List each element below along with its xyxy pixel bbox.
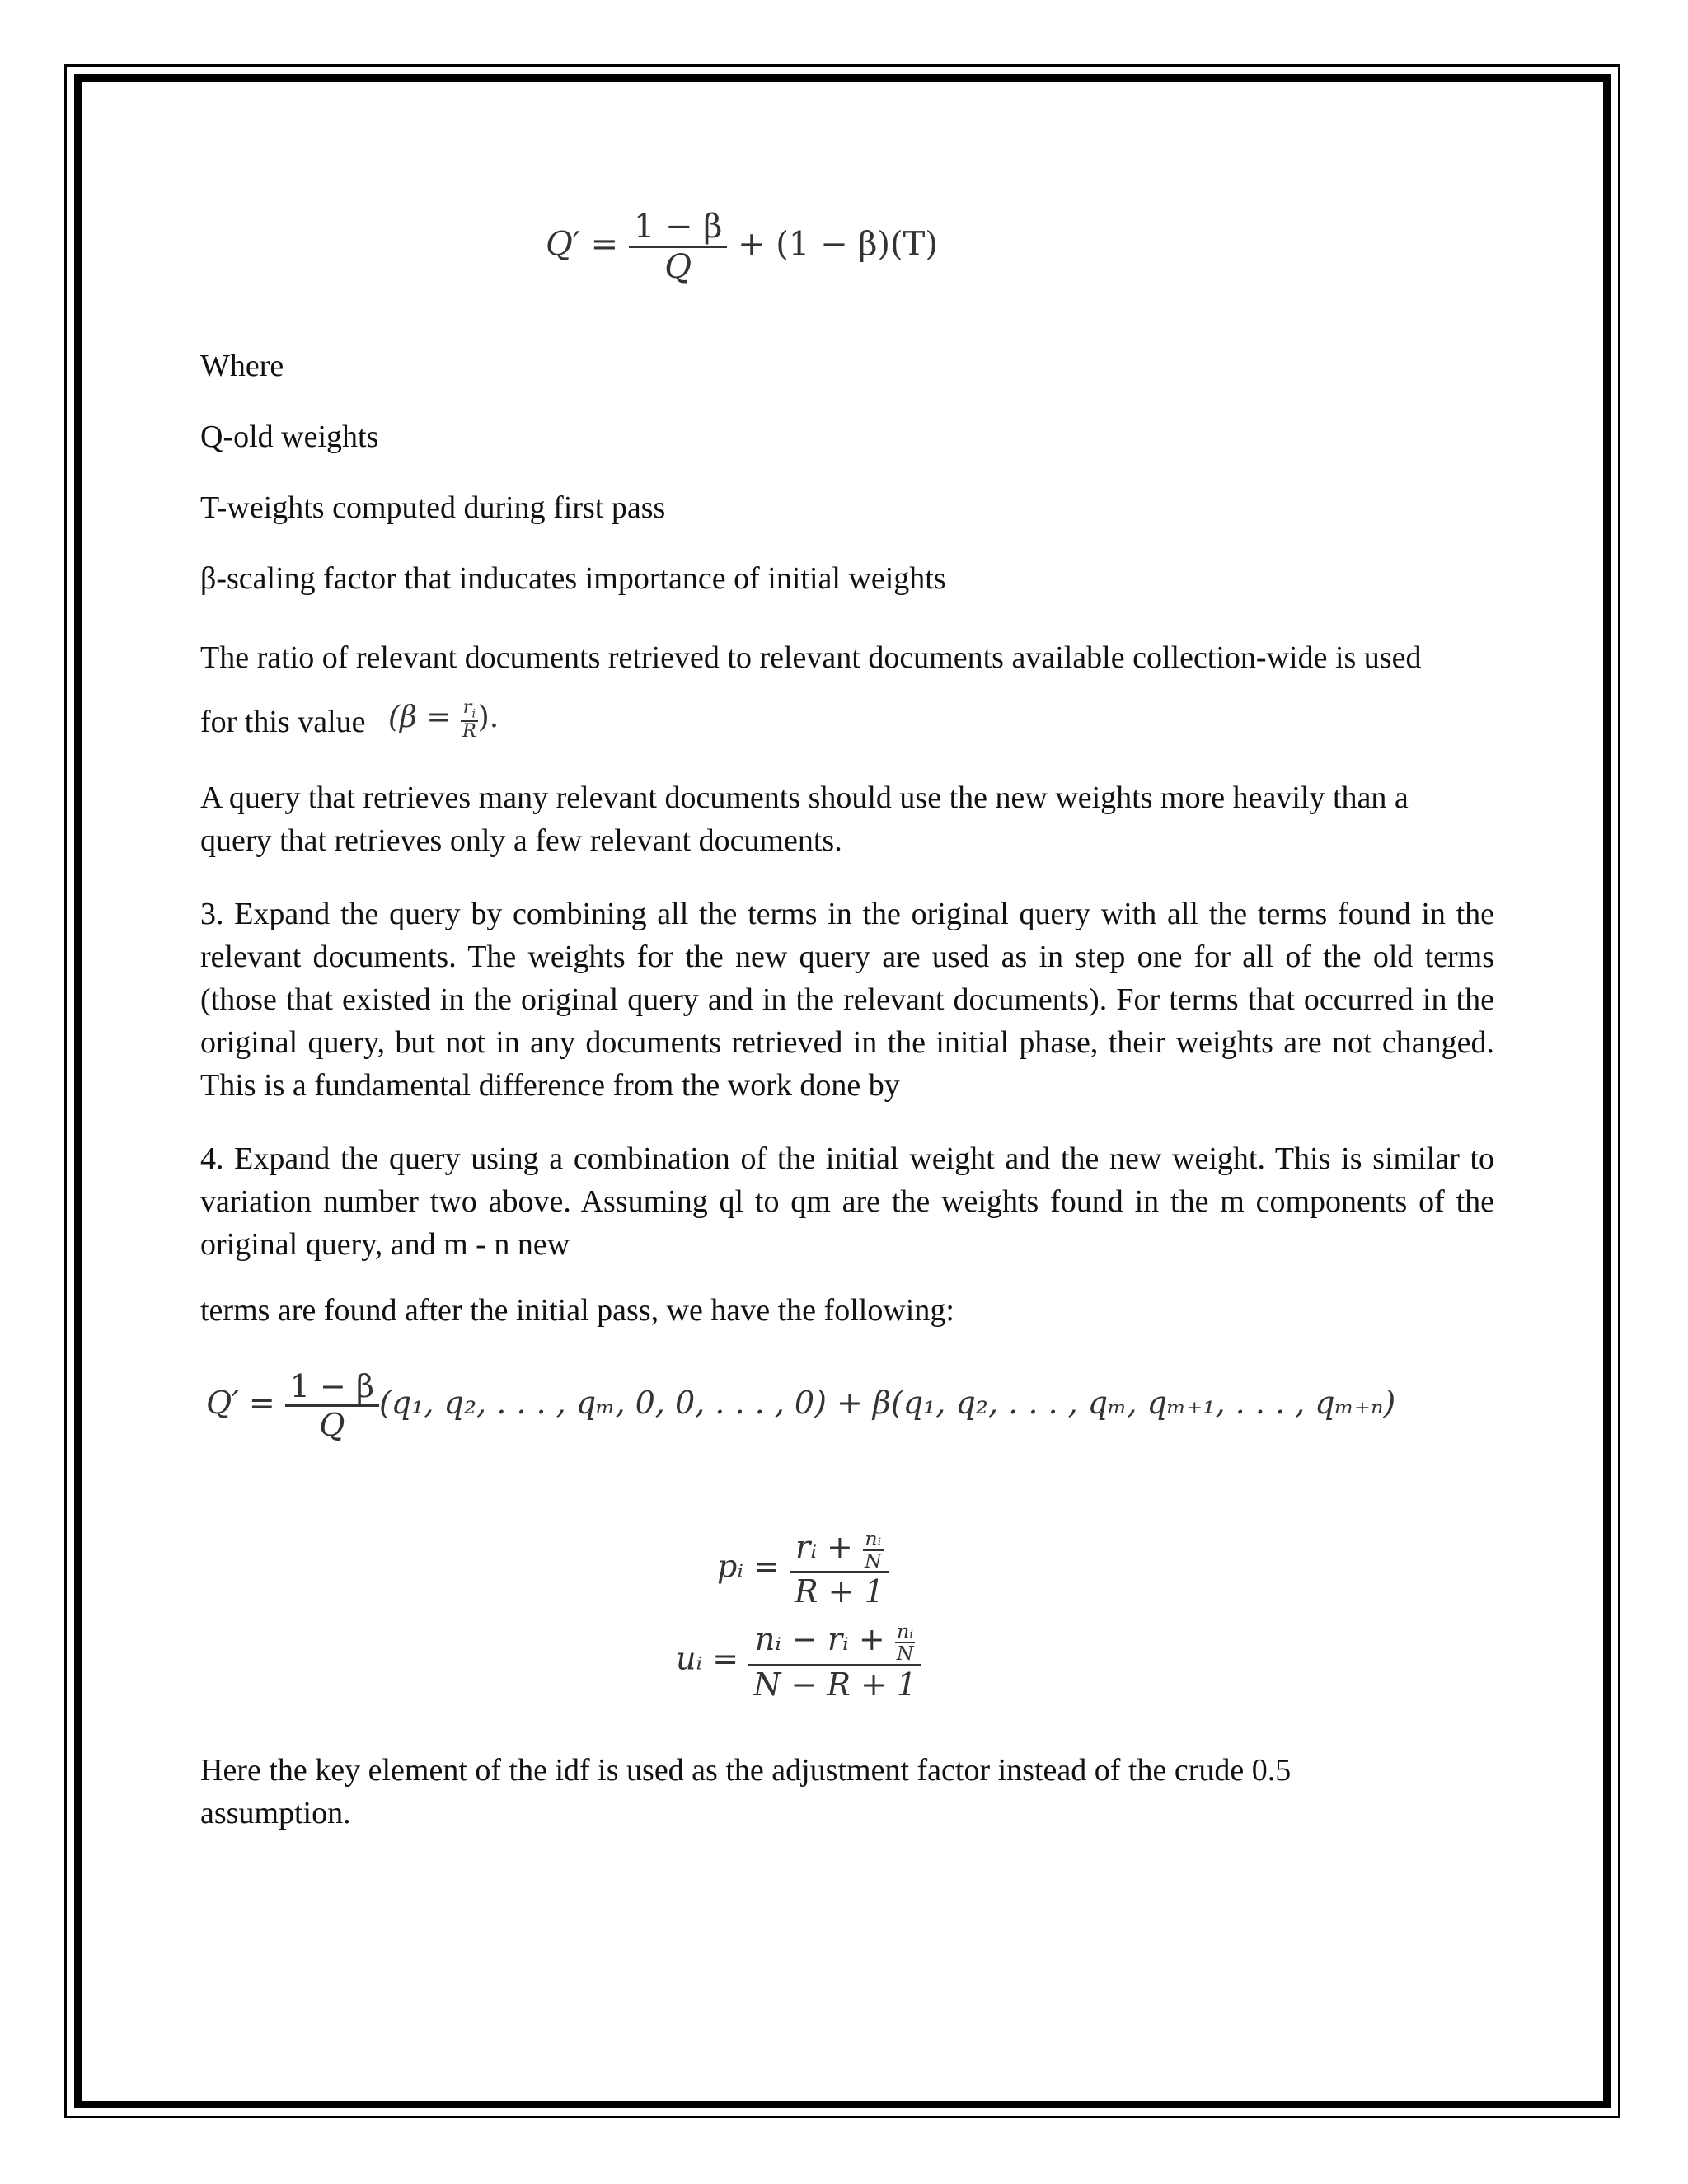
eq3-u-fraction bbox=[748, 1621, 921, 1702]
def-t: T-weights computed during first pass bbox=[200, 490, 666, 525]
eq3-u-denominator: N − R + 1 bbox=[753, 1666, 917, 1703]
beta-inline-formula bbox=[388, 696, 499, 742]
eq3-p-lhs: pᵢ = bbox=[717, 1548, 780, 1585]
where-label: Where bbox=[200, 349, 284, 383]
paragraph-step-3: 3. Expand the query by combining all the terms in the original query with all the terms found in the relevant documents. The weights for the new query are used as in step one for all of the old terms (those that existed in the original query and in the relevant documents). For terms that occurred in the original query, but not in any documents retrieved in the initial phase, their weights are not changed. This is a fundamental difference from the work done by bbox=[200, 897, 1494, 1103]
eq3-p-small-den: N bbox=[864, 1549, 882, 1572]
eq3-u-small-num: nᵢ bbox=[895, 1621, 916, 1643]
eq3-u-num-text: nᵢ − rᵢ + bbox=[754, 1621, 885, 1658]
eq3-u-small-den: N bbox=[896, 1642, 914, 1666]
eq3-p-denominator: R + 1 bbox=[794, 1573, 884, 1610]
eq2-lhs: Q′ = bbox=[206, 1385, 275, 1421]
beta-inline-open: (β = bbox=[388, 701, 452, 734]
eq1-numerator: 1 − β bbox=[629, 208, 728, 248]
eq1-rest: + (1 − β)(T) bbox=[738, 225, 938, 264]
def-q: Q-old weights bbox=[200, 419, 379, 454]
paragraph-terms: terms are found after the initial pass, we have the following: bbox=[200, 1293, 954, 1328]
eq3-p-small-num: nᵢ bbox=[863, 1529, 884, 1551]
beta-inline-num-r: r bbox=[462, 696, 472, 718]
def-beta: β-scaling factor that inducates importance of initial weights bbox=[200, 561, 946, 596]
paragraph-idf: Here the key element of the idf is used as the adjustment factor instead of the crude 0.5 assumption. bbox=[200, 1753, 1292, 1830]
eq2-fraction bbox=[285, 1368, 379, 1443]
eq3-u-lhs: uᵢ = bbox=[676, 1641, 739, 1678]
eq3-p-ni-over-n bbox=[863, 1529, 884, 1571]
beta-inline-close: ). bbox=[477, 701, 499, 734]
ratio-line-2 bbox=[200, 696, 1494, 746]
eq3-u-ni-over-n bbox=[895, 1619, 916, 1666]
beta-inline-num-sub: i bbox=[471, 707, 476, 721]
eq3-u-numerator bbox=[748, 1621, 921, 1666]
eq3-p-num-text: rᵢ + bbox=[795, 1529, 853, 1566]
paragraph-step-4: 4. Expand the query using a combination of the initial weight and the new weight. This is similar to variation number two above. Assuming ql to qm are the weights found in the m components of the original query, and m - n new bbox=[200, 1141, 1494, 1262]
beta-inline-num bbox=[461, 698, 478, 722]
eq3-p-numerator bbox=[790, 1529, 889, 1573]
paragraph-query: A query that retrieves many relevant documents should use the new weights more heavily than a query that retrieves only a few relevant documents. bbox=[200, 780, 1409, 858]
eq1-fraction bbox=[629, 208, 728, 286]
ratio-line-2-text: for this value bbox=[200, 705, 366, 739]
eq2-numerator: 1 − β bbox=[285, 1368, 379, 1407]
eq3-u-row bbox=[676, 1621, 921, 1702]
eq3-p-row bbox=[717, 1529, 921, 1610]
eq1-lhs: Q′ = bbox=[546, 225, 619, 264]
beta-inline-fraction bbox=[461, 698, 478, 741]
equation-q-prime bbox=[546, 208, 938, 286]
eq3-p-fraction bbox=[790, 1529, 889, 1610]
equation-expanded-query bbox=[206, 1368, 1395, 1443]
ratio-line-1: The ratio of relevant documents retrieved to relevant documents available collection-wide is used bbox=[200, 640, 1422, 675]
eq2-body: (q₁, q₂, . . . , qₘ, 0, 0, . . . , 0) + β(q₁, q₂, . . . , qₘ, qₘ₊₁, . . . , qₘ₊ₙ) bbox=[378, 1385, 1396, 1421]
eq2-denominator: Q bbox=[319, 1407, 345, 1443]
beta-inline-den: R bbox=[462, 719, 476, 742]
equation-p-u bbox=[676, 1529, 921, 1703]
eq1-denominator: Q bbox=[664, 248, 692, 286]
